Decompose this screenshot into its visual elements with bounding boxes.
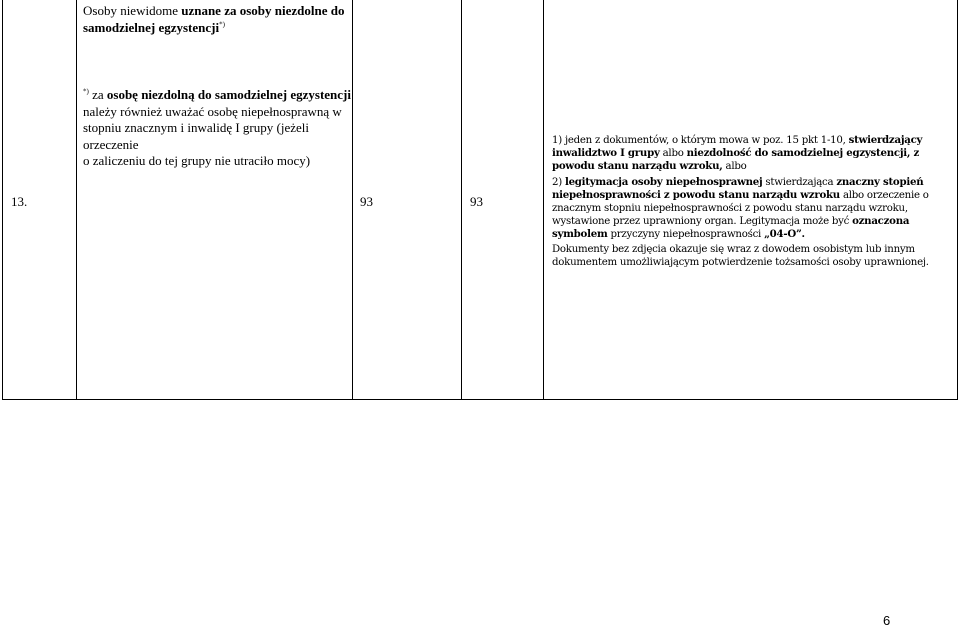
column-divider [543, 0, 544, 399]
footnote-marker: *) [83, 87, 89, 96]
identity-note: Dokumenty bez zdjęcia okazuje się wraz z dowodem osobistym lub innym dokumentem umożliwiającym potwierdzenie tożsamości osoby uprawnionej. [552, 243, 929, 268]
category-title: Osoby niewidome uznane za osoby niezdolne do samodzielnej egzystencji*) [83, 3, 345, 35]
column-divider [76, 0, 77, 399]
row-number: 13. [11, 194, 28, 209]
footnote-marker: *) [219, 20, 225, 29]
table [2, 0, 958, 400]
required-documents-cell [552, 134, 957, 269]
document-item-2: 2) legitymacja osoby niepełnosprawnej stwierdzająca znaczny stopień niepełnosprawności z powodu stanu narządu wzroku albo orzeczenie o znacznym stopniu niepełnosprawności z powodu stanu narządu wzroku, wystawione przez uprawniony organ. Legitymacja może być oznaczona symbolem przyczyny niepełnosprawności „04-O”. [552, 175, 929, 241]
column-divider [461, 0, 462, 399]
document-item-1: 1) jeden z dokumentów, o którym mowa w poz. 15 pkt 1-10, stwierdzający inwalidztwo I grupy albo niezdolność do samodzielnej egzystencji, z powodu stanu narządu wzroku, albo [552, 134, 923, 173]
value-cell-1: 93 [360, 194, 373, 209]
footnote: *) za osobę niezdolną do samodzielnej egzystencji należy również uważać osobę niepełnosprawną w stopniu znacznym i inwalidę I grupy (jeżeli orzeczenie o zaliczeniu do tej grupy nie utraciło mocy) [83, 87, 351, 168]
value-cell-2: 93 [470, 194, 483, 209]
page-number: 6 [883, 613, 891, 628]
category-description-cell [83, 2, 351, 170]
column-divider [352, 0, 353, 399]
